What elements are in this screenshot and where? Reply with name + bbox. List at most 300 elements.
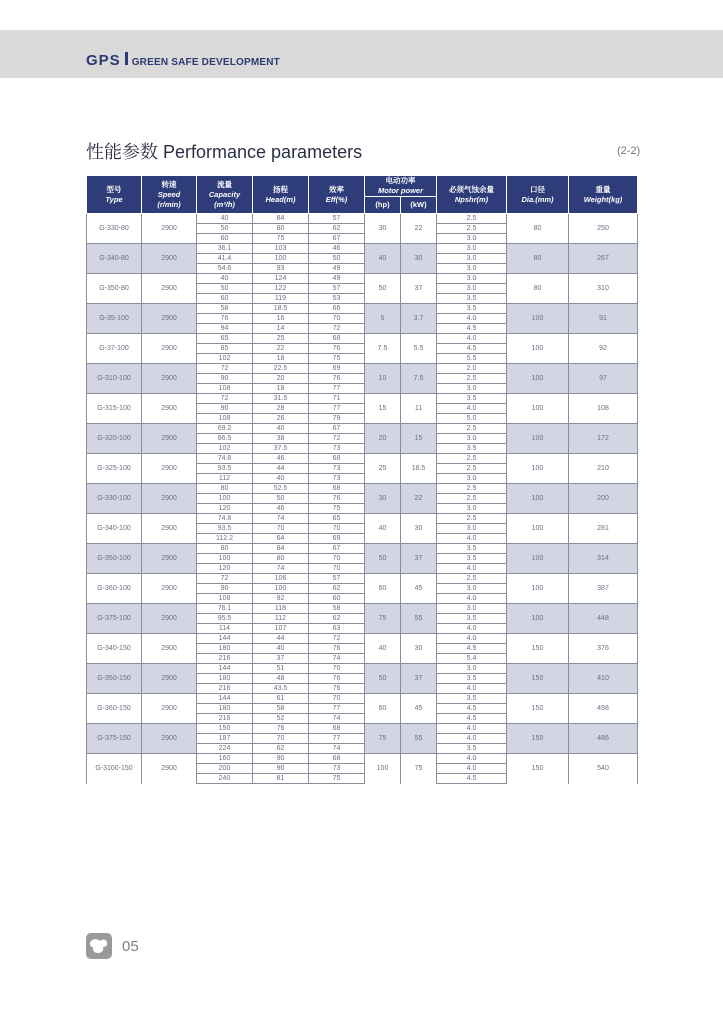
- cell-capacity: 90: [197, 404, 253, 414]
- cell-head: 44: [253, 634, 309, 644]
- cell-type: G-340-100: [87, 514, 142, 544]
- cell-speed: 2900: [142, 394, 197, 424]
- cell-dia: 150: [507, 694, 569, 724]
- cell-weight: 448: [569, 604, 638, 634]
- cell-eff: 70: [309, 664, 365, 674]
- cell-motor-hp: 40: [365, 244, 401, 274]
- cell-weight: 281: [569, 514, 638, 544]
- cell-head: 50: [253, 494, 309, 504]
- cell-motor-hp: 7.5: [365, 334, 401, 364]
- cell-dia: 150: [507, 664, 569, 694]
- cell-motor-hp: 50: [365, 544, 401, 574]
- cell-head: 122: [253, 284, 309, 294]
- table-row: [87, 364, 638, 374]
- cell-motor-hp: 30: [365, 484, 401, 514]
- cell-capacity: 72: [197, 364, 253, 374]
- cell-npshr: 3.0: [437, 244, 507, 254]
- cell-type: G-350-80: [87, 274, 142, 304]
- cell-eff: 77: [309, 734, 365, 744]
- cell-motor-kw: 18.5: [401, 454, 437, 484]
- cell-head: 31.5: [253, 394, 309, 404]
- cell-npshr: 3.0: [437, 474, 507, 484]
- cell-capacity: 74.8: [197, 514, 253, 524]
- cell-motor-kw: 5.5: [401, 334, 437, 364]
- header-motor-power: 电动功率 Motor power: [365, 176, 437, 197]
- cell-motor-hp: 75: [365, 604, 401, 634]
- cell-head: 40: [253, 424, 309, 434]
- cell-npshr: 5.5: [437, 354, 507, 364]
- cell-npshr: 2.5: [437, 514, 507, 524]
- cell-dia: 100: [507, 574, 569, 604]
- cell-capacity: 94: [197, 324, 253, 334]
- cell-eff: 69: [309, 364, 365, 374]
- header-motor-hp: (hp): [365, 197, 401, 214]
- cell-eff: 74: [309, 714, 365, 724]
- cell-speed: 2900: [142, 484, 197, 514]
- cell-capacity: 144: [197, 694, 253, 704]
- cell-npshr: 3.5: [437, 444, 507, 454]
- cell-capacity: 60: [197, 294, 253, 304]
- cell-head: 48: [253, 674, 309, 684]
- cell-head: 22.5: [253, 364, 309, 374]
- cell-dia: 100: [507, 424, 569, 454]
- cell-npshr: 4.5: [437, 714, 507, 724]
- cell-dia: 100: [507, 514, 569, 544]
- cell-npshr: 3.5: [437, 544, 507, 554]
- cell-motor-kw: 30: [401, 634, 437, 664]
- header-dia: 口径 Dia.(mm): [507, 176, 569, 214]
- cell-npshr: 2.5: [437, 214, 507, 224]
- cell-npshr: 2.5: [437, 374, 507, 384]
- cell-eff: 49: [309, 274, 365, 284]
- table-row: [87, 724, 638, 734]
- cell-capacity: 72: [197, 574, 253, 584]
- cell-head: 100: [253, 584, 309, 594]
- cell-eff: 46: [309, 244, 365, 254]
- cell-capacity: 108: [197, 414, 253, 424]
- cell-head: 70: [253, 734, 309, 744]
- cell-speed: 2900: [142, 514, 197, 544]
- cell-eff: 72: [309, 324, 365, 334]
- cell-head: 18.5: [253, 304, 309, 314]
- cell-npshr: 3.5: [437, 694, 507, 704]
- cell-npshr: 3.0: [437, 434, 507, 444]
- cell-eff: 77: [309, 384, 365, 394]
- cell-head: 112: [253, 614, 309, 624]
- cell-capacity: 144: [197, 664, 253, 674]
- cell-eff: 49: [309, 264, 365, 274]
- cell-head: 38: [253, 434, 309, 444]
- cell-eff: 57: [309, 284, 365, 294]
- cell-speed: 2900: [142, 244, 197, 274]
- cell-weight: 376: [569, 634, 638, 664]
- cell-capacity: 108: [197, 594, 253, 604]
- cell-speed: 2900: [142, 424, 197, 454]
- cell-npshr: 4.0: [437, 624, 507, 634]
- cell-motor-hp: 15: [365, 394, 401, 424]
- cell-type: G-310-100: [87, 364, 142, 394]
- cell-head: 43.5: [253, 684, 309, 694]
- cell-eff: 68: [309, 484, 365, 494]
- cell-speed: 2900: [142, 454, 197, 484]
- header-weight: 重量 Weight(kg): [569, 176, 638, 214]
- table-group: [87, 394, 638, 424]
- cell-motor-hp: 60: [365, 694, 401, 724]
- cell-eff: 63: [309, 624, 365, 634]
- table-row: [87, 574, 638, 584]
- table-group: [87, 754, 638, 784]
- table-row: [87, 694, 638, 704]
- cell-motor-kw: 11: [401, 394, 437, 424]
- footer-logo-icon: [89, 937, 109, 955]
- cell-npshr: 4.5: [437, 704, 507, 714]
- cell-npshr: 5.4: [437, 654, 507, 664]
- cell-head: 28: [253, 404, 309, 414]
- cell-motor-hp: 50: [365, 274, 401, 304]
- cell-npshr: 3.5: [437, 394, 507, 404]
- cell-capacity: 100: [197, 554, 253, 564]
- cell-capacity: 76: [197, 314, 253, 324]
- cell-weight: 387: [569, 574, 638, 604]
- cell-capacity: 80: [197, 544, 253, 554]
- cell-type: G-330-100: [87, 484, 142, 514]
- cell-capacity: 90: [197, 584, 253, 594]
- table-row: [87, 634, 638, 644]
- cell-npshr: 4.0: [437, 534, 507, 544]
- cell-eff: 73: [309, 444, 365, 454]
- cell-speed: 2900: [142, 694, 197, 724]
- cell-head: 74: [253, 564, 309, 574]
- page-title: 性能参数 Performance parameters: [86, 142, 363, 162]
- page-number: 05: [122, 938, 139, 955]
- cell-npshr: 4.0: [437, 684, 507, 694]
- cell-npshr: 3.0: [437, 504, 507, 514]
- cell-head: 64: [253, 534, 309, 544]
- table-group: [87, 274, 638, 304]
- cell-eff: 71: [309, 394, 365, 404]
- cell-head: 40: [253, 474, 309, 484]
- cell-motor-kw: 37: [401, 664, 437, 694]
- cell-head: 80: [253, 224, 309, 234]
- brand-divider: [125, 52, 128, 65]
- cell-capacity: 187: [197, 734, 253, 744]
- cell-type: G-375-150: [87, 724, 142, 754]
- cell-capacity: 102: [197, 354, 253, 364]
- table-group: [87, 604, 638, 634]
- cell-weight: 172: [569, 424, 638, 454]
- cell-eff: 70: [309, 694, 365, 704]
- cell-head: 18: [253, 384, 309, 394]
- cell-speed: 2900: [142, 334, 197, 364]
- cell-npshr: 4.0: [437, 564, 507, 574]
- cell-npshr: 4.0: [437, 724, 507, 734]
- cell-npshr: 2.5: [437, 574, 507, 584]
- cell-weight: 200: [569, 484, 638, 514]
- cell-npshr: 3.0: [437, 664, 507, 674]
- cell-type: G-350-150: [87, 664, 142, 694]
- cell-weight: 310: [569, 274, 638, 304]
- table-group: [87, 514, 638, 544]
- cell-head: 37.5: [253, 444, 309, 454]
- brand-logo: GPS: [86, 52, 121, 69]
- cell-head: 46: [253, 504, 309, 514]
- cell-capacity: 216: [197, 714, 253, 724]
- cell-head: 40: [253, 644, 309, 654]
- cell-npshr: 3.0: [437, 264, 507, 274]
- table-group: [87, 454, 638, 484]
- cell-head: 103: [253, 244, 309, 254]
- cell-dia: 100: [507, 604, 569, 634]
- cell-capacity: 180: [197, 674, 253, 684]
- cell-capacity: 95.5: [197, 614, 253, 624]
- cell-head: 93: [253, 264, 309, 274]
- cell-head: 18: [253, 354, 309, 364]
- cell-head: 37: [253, 654, 309, 664]
- cell-head: 51: [253, 664, 309, 674]
- cell-eff: 68: [309, 724, 365, 734]
- cell-speed: 2900: [142, 724, 197, 754]
- cell-npshr: 5.0: [437, 414, 507, 424]
- cell-eff: 50: [309, 254, 365, 264]
- cell-npshr: 3.0: [437, 524, 507, 534]
- cell-head: 92: [253, 594, 309, 604]
- cell-type: G-37-100: [87, 334, 142, 364]
- cell-dia: 150: [507, 634, 569, 664]
- cell-motor-kw: 37: [401, 544, 437, 574]
- table-group: [87, 334, 638, 364]
- cell-head: 16: [253, 314, 309, 324]
- cell-head: 25: [253, 334, 309, 344]
- cell-motor-kw: 7.5: [401, 364, 437, 394]
- cell-capacity: 224: [197, 744, 253, 754]
- cell-motor-hp: 60: [365, 574, 401, 604]
- cell-weight: 250: [569, 214, 638, 244]
- cell-dia: 100: [507, 454, 569, 484]
- cell-speed: 2900: [142, 634, 197, 664]
- cell-dia: 100: [507, 544, 569, 574]
- cell-npshr: 4.5: [437, 344, 507, 354]
- cell-capacity: 160: [197, 754, 253, 764]
- cell-eff: 67: [309, 544, 365, 554]
- cell-eff: 77: [309, 704, 365, 714]
- cell-weight: 540: [569, 754, 638, 784]
- table-group: [87, 214, 638, 244]
- cell-capacity: 41.4: [197, 254, 253, 264]
- table-row: [87, 394, 638, 404]
- table-group: [87, 484, 638, 514]
- header-npshr: 必须气蚀余量 Npshr(m): [437, 176, 507, 214]
- cell-type: G-375-100: [87, 604, 142, 634]
- cell-speed: 2900: [142, 754, 197, 784]
- cell-npshr: 3.0: [437, 254, 507, 264]
- table-group: [87, 634, 638, 664]
- cell-head: 74: [253, 514, 309, 524]
- table-group: [87, 574, 638, 604]
- cell-weight: 267: [569, 244, 638, 274]
- cell-npshr: 4.0: [437, 764, 507, 774]
- cell-capacity: 60: [197, 234, 253, 244]
- cell-npshr: 3.0: [437, 274, 507, 284]
- cell-head: 44: [253, 464, 309, 474]
- cell-capacity: 76.1: [197, 604, 253, 614]
- cell-type: G-320-100: [87, 424, 142, 454]
- cell-motor-hp: 10: [365, 364, 401, 394]
- table-header: [87, 176, 638, 214]
- cell-eff: 76: [309, 344, 365, 354]
- cell-type: G-315-100: [87, 394, 142, 424]
- cell-capacity: 72: [197, 394, 253, 404]
- table-row: [87, 484, 638, 494]
- brand-tagline: GREEN SAFE DEVELOPMENT: [131, 57, 280, 68]
- table-row: [87, 274, 638, 284]
- cell-speed: 2900: [142, 574, 197, 604]
- cell-head: 14: [253, 324, 309, 334]
- cell-capacity: 54.6: [197, 264, 253, 274]
- cell-eff: 76: [309, 374, 365, 384]
- table-row: [87, 604, 638, 614]
- cell-eff: 76: [309, 644, 365, 654]
- cell-head: 119: [253, 294, 309, 304]
- cell-npshr: 2.5: [437, 484, 507, 494]
- cell-npshr: 2.5: [437, 464, 507, 474]
- cell-weight: 410: [569, 664, 638, 694]
- header-capacity: 流量 Capacity (m³/h): [197, 176, 253, 214]
- cell-eff: 72: [309, 434, 365, 444]
- cell-type: G-325-100: [87, 454, 142, 484]
- cell-eff: 58: [309, 604, 365, 614]
- cell-capacity: 102: [197, 444, 253, 454]
- cell-npshr: 3.5: [437, 674, 507, 684]
- cell-capacity: 216: [197, 684, 253, 694]
- cell-weight: 97: [569, 364, 638, 394]
- cell-eff: 70: [309, 554, 365, 564]
- cell-head: 90: [253, 754, 309, 764]
- cell-eff: 73: [309, 474, 365, 484]
- cell-head: 70: [253, 524, 309, 534]
- cell-eff: 75: [309, 774, 365, 784]
- cell-motor-kw: 55: [401, 724, 437, 754]
- cell-eff: 73: [309, 464, 365, 474]
- cell-npshr: 3.0: [437, 584, 507, 594]
- cell-motor-kw: 22: [401, 484, 437, 514]
- cell-npshr: 2.5: [437, 494, 507, 504]
- cell-head: 118: [253, 604, 309, 614]
- cell-weight: 92: [569, 334, 638, 364]
- cell-npshr: 2.5: [437, 224, 507, 234]
- table-group: [87, 364, 638, 394]
- cell-capacity: 150: [197, 724, 253, 734]
- cell-capacity: 36.1: [197, 244, 253, 254]
- cell-motor-kw: 30: [401, 514, 437, 544]
- cell-motor-kw: 75: [401, 754, 437, 784]
- cell-capacity: 74.8: [197, 454, 253, 464]
- cell-capacity: 40: [197, 214, 253, 224]
- cell-dia: 100: [507, 364, 569, 394]
- brand: [86, 52, 280, 69]
- cell-head: 58: [253, 704, 309, 714]
- cell-dia: 80: [507, 274, 569, 304]
- cell-motor-kw: 37: [401, 274, 437, 304]
- cell-capacity: 200: [197, 764, 253, 774]
- cell-head: 80: [253, 554, 309, 564]
- table-row: [87, 424, 638, 434]
- cell-eff: 70: [309, 564, 365, 574]
- cell-speed: 2900: [142, 214, 197, 244]
- cell-motor-kw: 22: [401, 214, 437, 244]
- cell-eff: 62: [309, 224, 365, 234]
- cell-dia: 80: [507, 244, 569, 274]
- cell-dia: 100: [507, 334, 569, 364]
- cell-capacity: 58: [197, 304, 253, 314]
- cell-weight: 498: [569, 694, 638, 724]
- cell-head: 26: [253, 414, 309, 424]
- cell-npshr: 4.0: [437, 634, 507, 644]
- cell-eff: 62: [309, 614, 365, 624]
- cell-head: 61: [253, 694, 309, 704]
- table-row: [87, 454, 638, 464]
- cell-dia: 150: [507, 724, 569, 754]
- cell-eff: 70: [309, 524, 365, 534]
- cell-capacity: 65: [197, 334, 253, 344]
- cell-capacity: 50: [197, 224, 253, 234]
- cell-type: G-340-80: [87, 244, 142, 274]
- cell-npshr: 4.0: [437, 334, 507, 344]
- cell-motor-hp: 40: [365, 514, 401, 544]
- cell-motor-hp: 75: [365, 724, 401, 754]
- cell-npshr: 4.5: [437, 644, 507, 654]
- cell-motor-hp: 40: [365, 634, 401, 664]
- cell-eff: 67: [309, 234, 365, 244]
- cell-type: G-330-80: [87, 214, 142, 244]
- cell-eff: 76: [309, 494, 365, 504]
- cell-npshr: 2.5: [437, 454, 507, 464]
- cell-npshr: 2.5: [437, 424, 507, 434]
- cell-head: 22: [253, 344, 309, 354]
- cell-dia: 100: [507, 484, 569, 514]
- cell-capacity: 112: [197, 474, 253, 484]
- cell-npshr: 2.0: [437, 364, 507, 374]
- cell-npshr: 3.5: [437, 294, 507, 304]
- cell-capacity: 120: [197, 564, 253, 574]
- cell-type: G-3100-150: [87, 754, 142, 784]
- cell-weight: 314: [569, 544, 638, 574]
- cell-eff: 79: [309, 414, 365, 424]
- cell-npshr: 4.0: [437, 734, 507, 744]
- cell-eff: 74: [309, 654, 365, 664]
- cell-head: 107: [253, 624, 309, 634]
- cell-eff: 68: [309, 334, 365, 344]
- table-row: [87, 214, 638, 224]
- cell-eff: 57: [309, 214, 365, 224]
- cell-head: 100: [253, 254, 309, 264]
- cell-weight: 210: [569, 454, 638, 484]
- cell-motor-kw: 3.7: [401, 304, 437, 334]
- cell-eff: 60: [309, 594, 365, 604]
- cell-head: 106: [253, 574, 309, 584]
- cell-motor-hp: 5: [365, 304, 401, 334]
- table-row: [87, 514, 638, 524]
- cell-eff: 75: [309, 354, 365, 364]
- cell-npshr: 4.0: [437, 314, 507, 324]
- cell-weight: 486: [569, 724, 638, 754]
- cell-eff: 72: [309, 634, 365, 644]
- cell-head: 52: [253, 714, 309, 724]
- cell-type: G-360-150: [87, 694, 142, 724]
- cell-eff: 76: [309, 674, 365, 684]
- performance-table: [86, 175, 638, 784]
- cell-motor-hp: 25: [365, 454, 401, 484]
- cell-dia: 80: [507, 214, 569, 244]
